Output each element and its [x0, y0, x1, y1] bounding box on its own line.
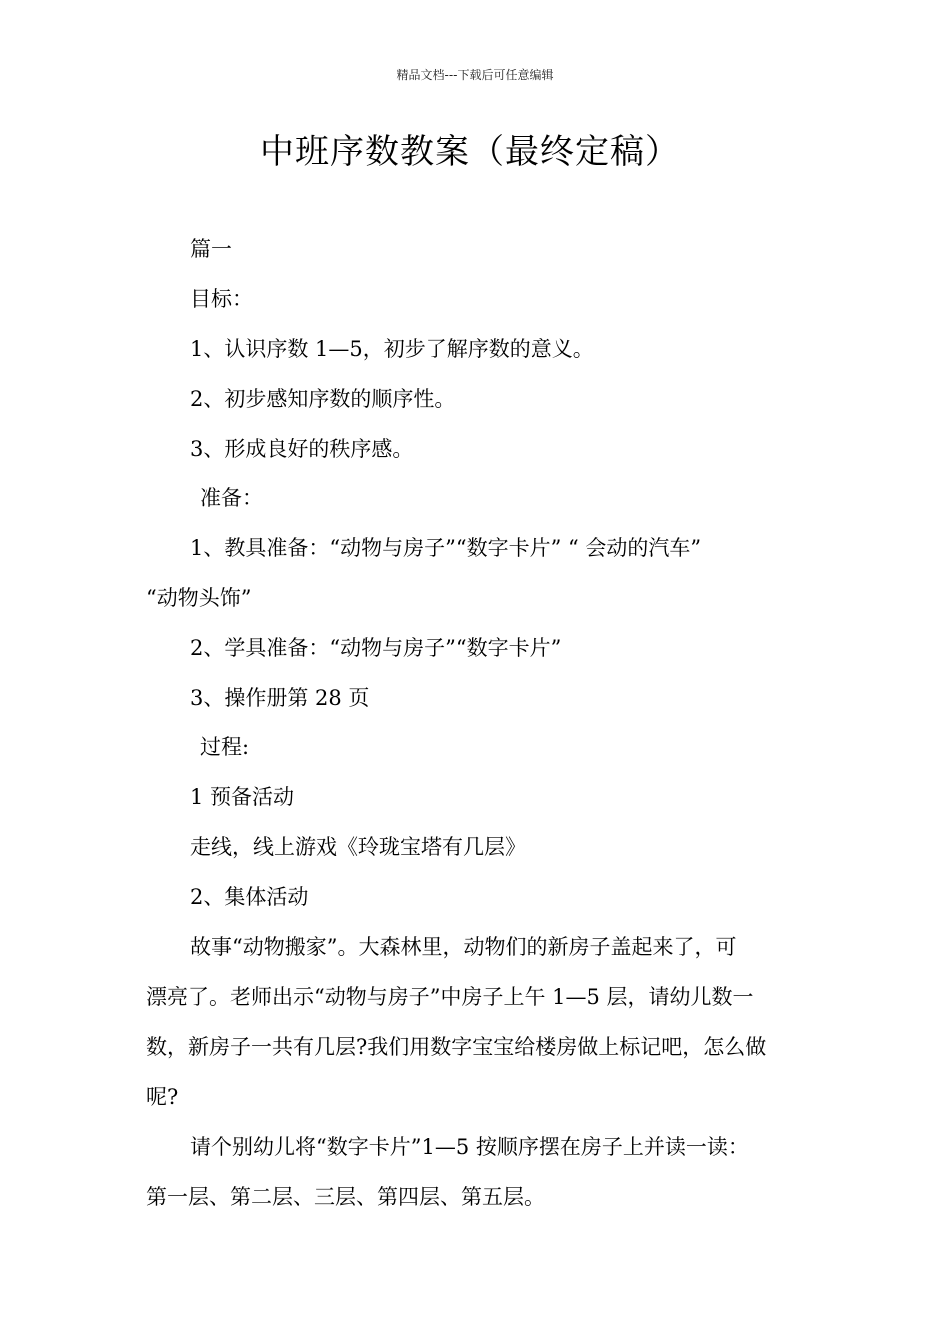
cards-line: 请个别幼儿将“数字卡片”1—5 按顺序摆在房子上并读一读：	[190, 1135, 749, 1159]
process-item: 1 预备活动	[190, 785, 295, 809]
document-body	[146, 224, 810, 1224]
goal-item: 3、形成良好的秩序感。	[190, 437, 414, 461]
document-title: 中班序数教案（最终定稿）	[260, 132, 680, 172]
prep-label: 准备：	[200, 486, 263, 510]
prep-item: 2、学具准备：“动物与房子”“数字卡片”	[190, 636, 562, 660]
section-heading: 篇一	[190, 237, 232, 261]
goal-item: 2、初步感知序数的顺序性。	[190, 387, 456, 411]
goals-label: 目标：	[190, 287, 253, 311]
prep-item: 3、操作册第 28 页	[190, 686, 370, 710]
cards-line: 第一层、第二层、三层、第四层、第五层。	[146, 1185, 545, 1209]
page-header-note: 精品文档---下载后可任意编辑	[396, 68, 554, 82]
prep-item-continuation: “动物头饰”	[146, 586, 252, 610]
story-line: 故事“动物搬家”。大森林里，动物们的新房子盖起来了，可	[190, 935, 737, 959]
story-line: 数，新房子一共有几层?我们用数字宝宝给楼房做上标记吧，怎么做	[146, 1035, 767, 1059]
story-line: 漂亮了。老师出示“动物与房子”中房子上午 1—5 层，请幼儿数一	[146, 985, 754, 1009]
prep-item: 1、教具准备：“动物与房子”“数字卡片” “ 会动的汽车”	[190, 536, 702, 560]
process-item: 走线，线上游戏《玲珑宝塔有几层》	[190, 835, 526, 859]
goal-item: 1、认识序数 1—5，初步了解序数的意义。	[190, 337, 594, 361]
process-item: 2、集体活动	[190, 885, 309, 909]
story-line: 呢?	[146, 1085, 179, 1109]
process-label: 过程:	[200, 735, 250, 759]
